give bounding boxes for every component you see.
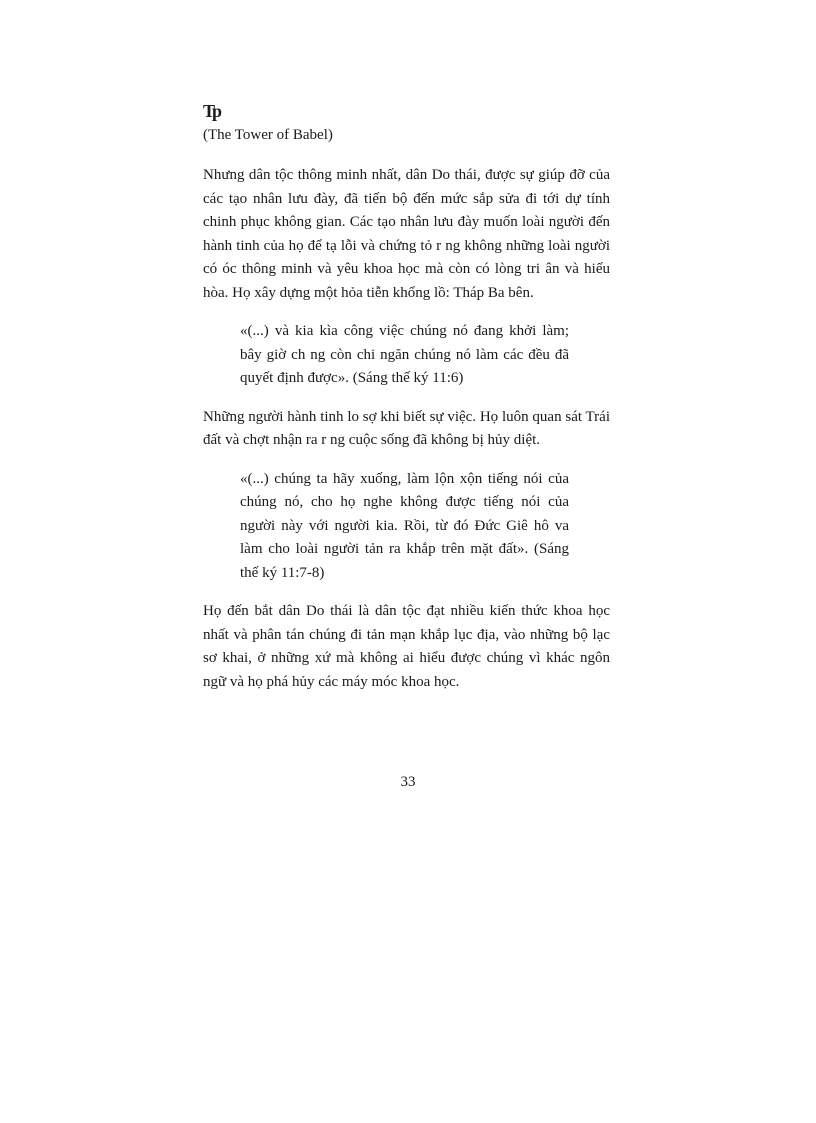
chapter-heading: Tp: [203, 101, 220, 121]
body-paragraph: Nhưng dân tộc thông minh nhất, dân Do thái, được sự giúp đỡ của các tạo nhân lưu đày, đã tiến bộ đến mức sắp sửa đi tới dự tính chinh phục không gian. Các tạo nhân lưu đày muốn loài người đến hành tinh của họ để tạ lỗi và chứng tỏ r ng không những loài người có óc thông minh và yêu khoa học mà còn có lòng tri ân và hiếu hòa. Họ xây dựng một hỏa tiễn khổng lồ: Tháp Ba bên.: [203, 167, 610, 301]
page-number: 33: [400, 774, 416, 790]
chapter-subtitle: (The Tower of Babel): [203, 127, 333, 143]
body-paragraph: Họ đến bắt dân Do thái là dân tộc đạt nhiều kiến thức khoa học nhất và phân tán chúng đi tản mạn khắp lục địa, vào những bộ lạc sơ khai, ở những xứ mà không ai hiểu được chúng vì khác ngôn ngữ và họ phá hủy các máy móc khoa học.: [203, 603, 610, 690]
page-content: [203, 100, 610, 709]
body-paragraph: Những người hành tinh lo sợ khi biết sự việc. Họ luôn quan sát Trái đất và chợt nhận ra r ng cuộc sống đã không bị hủy diệt.: [203, 408, 610, 448]
scripture-quote: «(...) chúng ta hãy xuống, làm lộn xộn tiếng nói của chúng nó, cho họ nghe không được tiếng nói của người này với người kia. Rồi, từ đó Đức Giê hô va làm cho loài người tản ra khắp trên mặt đất». (Sáng thế ký 11:7-8): [240, 470, 569, 581]
scripture-quote: «(...) và kia kìa công việc chúng nó đang khởi làm; bây giờ ch ng còn chi ngăn chúng nó làm các đều đã quyết định được». (Sáng thế ký 11:6): [240, 323, 569, 386]
